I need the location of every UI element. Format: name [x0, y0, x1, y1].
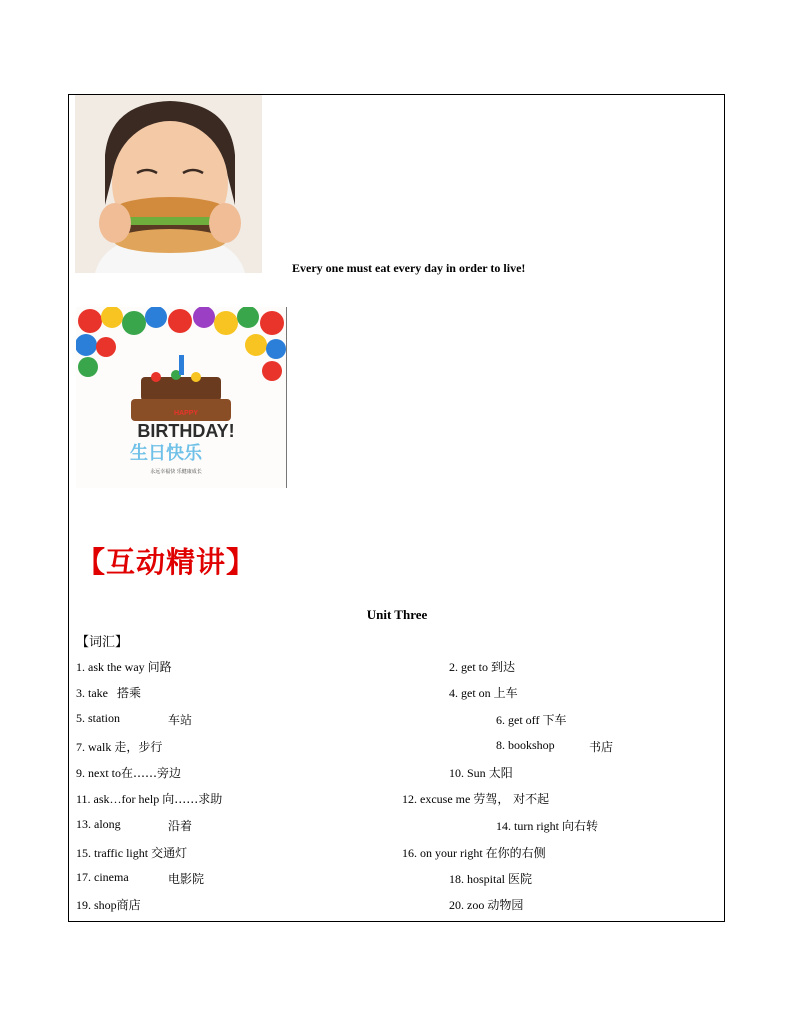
vocab-zh: 医院	[508, 872, 533, 886]
vocab-item	[76, 684, 141, 701]
vocab-en: 8. bookshop	[496, 738, 555, 752]
poster-small: 永远幸福快 乐健康成长	[150, 469, 202, 475]
vocab-zh: 太阳	[488, 766, 513, 780]
unit-title: Unit Three	[366, 607, 428, 622]
birthday-poster-image	[76, 307, 287, 488]
vocab-zh: 上车	[493, 686, 518, 700]
caption-text: Every one must eat every day in order to live!	[292, 261, 526, 275]
vocab-item	[449, 764, 513, 781]
poster-birthday: BIRTHDAY!	[137, 421, 235, 441]
vocab-zh: 下车	[542, 713, 567, 727]
vocab-item	[449, 896, 523, 913]
vocab-zh: 走，步行	[114, 740, 163, 754]
vocab-zh: 电影院	[168, 872, 205, 886]
vocab-item	[449, 684, 518, 701]
vocab-en: 17. cinema	[76, 870, 129, 884]
vocab-en: 4. get on	[449, 686, 491, 700]
poster-happy: HAPPY	[173, 410, 199, 417]
vocab-zh: 动物园	[487, 898, 524, 912]
vocab-en: 2. get to	[449, 660, 488, 674]
vocab-item	[496, 817, 598, 834]
vocab-zh: 向右转	[562, 819, 599, 833]
vocab-label: 【词汇】	[76, 635, 129, 650]
vocab-en: 3. take	[76, 686, 108, 700]
vocab-en: 1. ask the way	[76, 660, 145, 674]
vocab-item	[496, 738, 555, 753]
vocab-en: 15. traffic light	[76, 846, 149, 860]
vocab-en: 6. get off	[496, 713, 540, 727]
vocab-zh: 搭乘	[117, 686, 142, 700]
vocab-item	[168, 870, 204, 887]
girl-eating-burger-illustration	[75, 95, 262, 273]
vocab-en: 7. walk	[76, 740, 112, 754]
vocab-item	[76, 658, 172, 675]
vocab-item	[76, 817, 121, 832]
vocab-zh: 交通灯	[151, 846, 188, 860]
vocab-zh: 到达	[491, 660, 516, 674]
vocab-item	[76, 896, 141, 913]
vocab-item	[402, 844, 546, 861]
vocab-en: 13. along	[76, 817, 121, 831]
vocab-en: 9. next to	[76, 766, 121, 780]
vocab-zh: 书店	[589, 740, 614, 754]
vocab-item	[76, 711, 120, 726]
vocab-en: 16. on your right	[402, 846, 483, 860]
vocab-en: 10. Sun	[449, 766, 486, 780]
vocab-item	[76, 844, 187, 861]
vocab-item	[76, 870, 129, 885]
vocab-en: 20. zoo	[449, 898, 485, 912]
vocab-item	[76, 790, 222, 807]
birthday-poster-illustration	[76, 307, 286, 488]
vocab-zh: 商店	[116, 898, 141, 912]
girl-eating-burger-image	[75, 95, 262, 273]
vocab-zh: 向……求助	[162, 792, 223, 806]
vocab-en: 14. turn right	[496, 819, 559, 833]
vocab-item	[449, 658, 515, 675]
vocab-item	[449, 870, 532, 887]
vocab-en: 12. excuse me	[402, 792, 471, 806]
vocab-item	[76, 738, 162, 755]
vocab-zh: 沿着	[168, 819, 193, 833]
vocab-zh: 车站	[168, 713, 193, 727]
vocab-item	[168, 817, 192, 834]
section-title: 【互动精讲】	[76, 545, 257, 579]
vocab-item	[76, 764, 181, 781]
vocab-en: 5. station	[76, 711, 120, 725]
vocab-en: 11. ask…for help	[76, 792, 160, 806]
vocab-item	[589, 738, 613, 755]
poster-zh: 生日快乐	[130, 443, 202, 464]
vocab-zh: 在你的右侧	[485, 846, 546, 860]
vocab-item	[496, 711, 566, 728]
vocab-en: 19. shop	[76, 898, 117, 912]
vocab-en: 18. hospital	[449, 872, 505, 886]
vocab-item	[168, 711, 192, 728]
vocab-zh: 劳驾， 对不起	[473, 792, 550, 806]
vocab-zh: 问路	[147, 660, 172, 674]
vocab-zh: 在……旁边	[121, 766, 182, 780]
vocab-item	[402, 790, 549, 807]
